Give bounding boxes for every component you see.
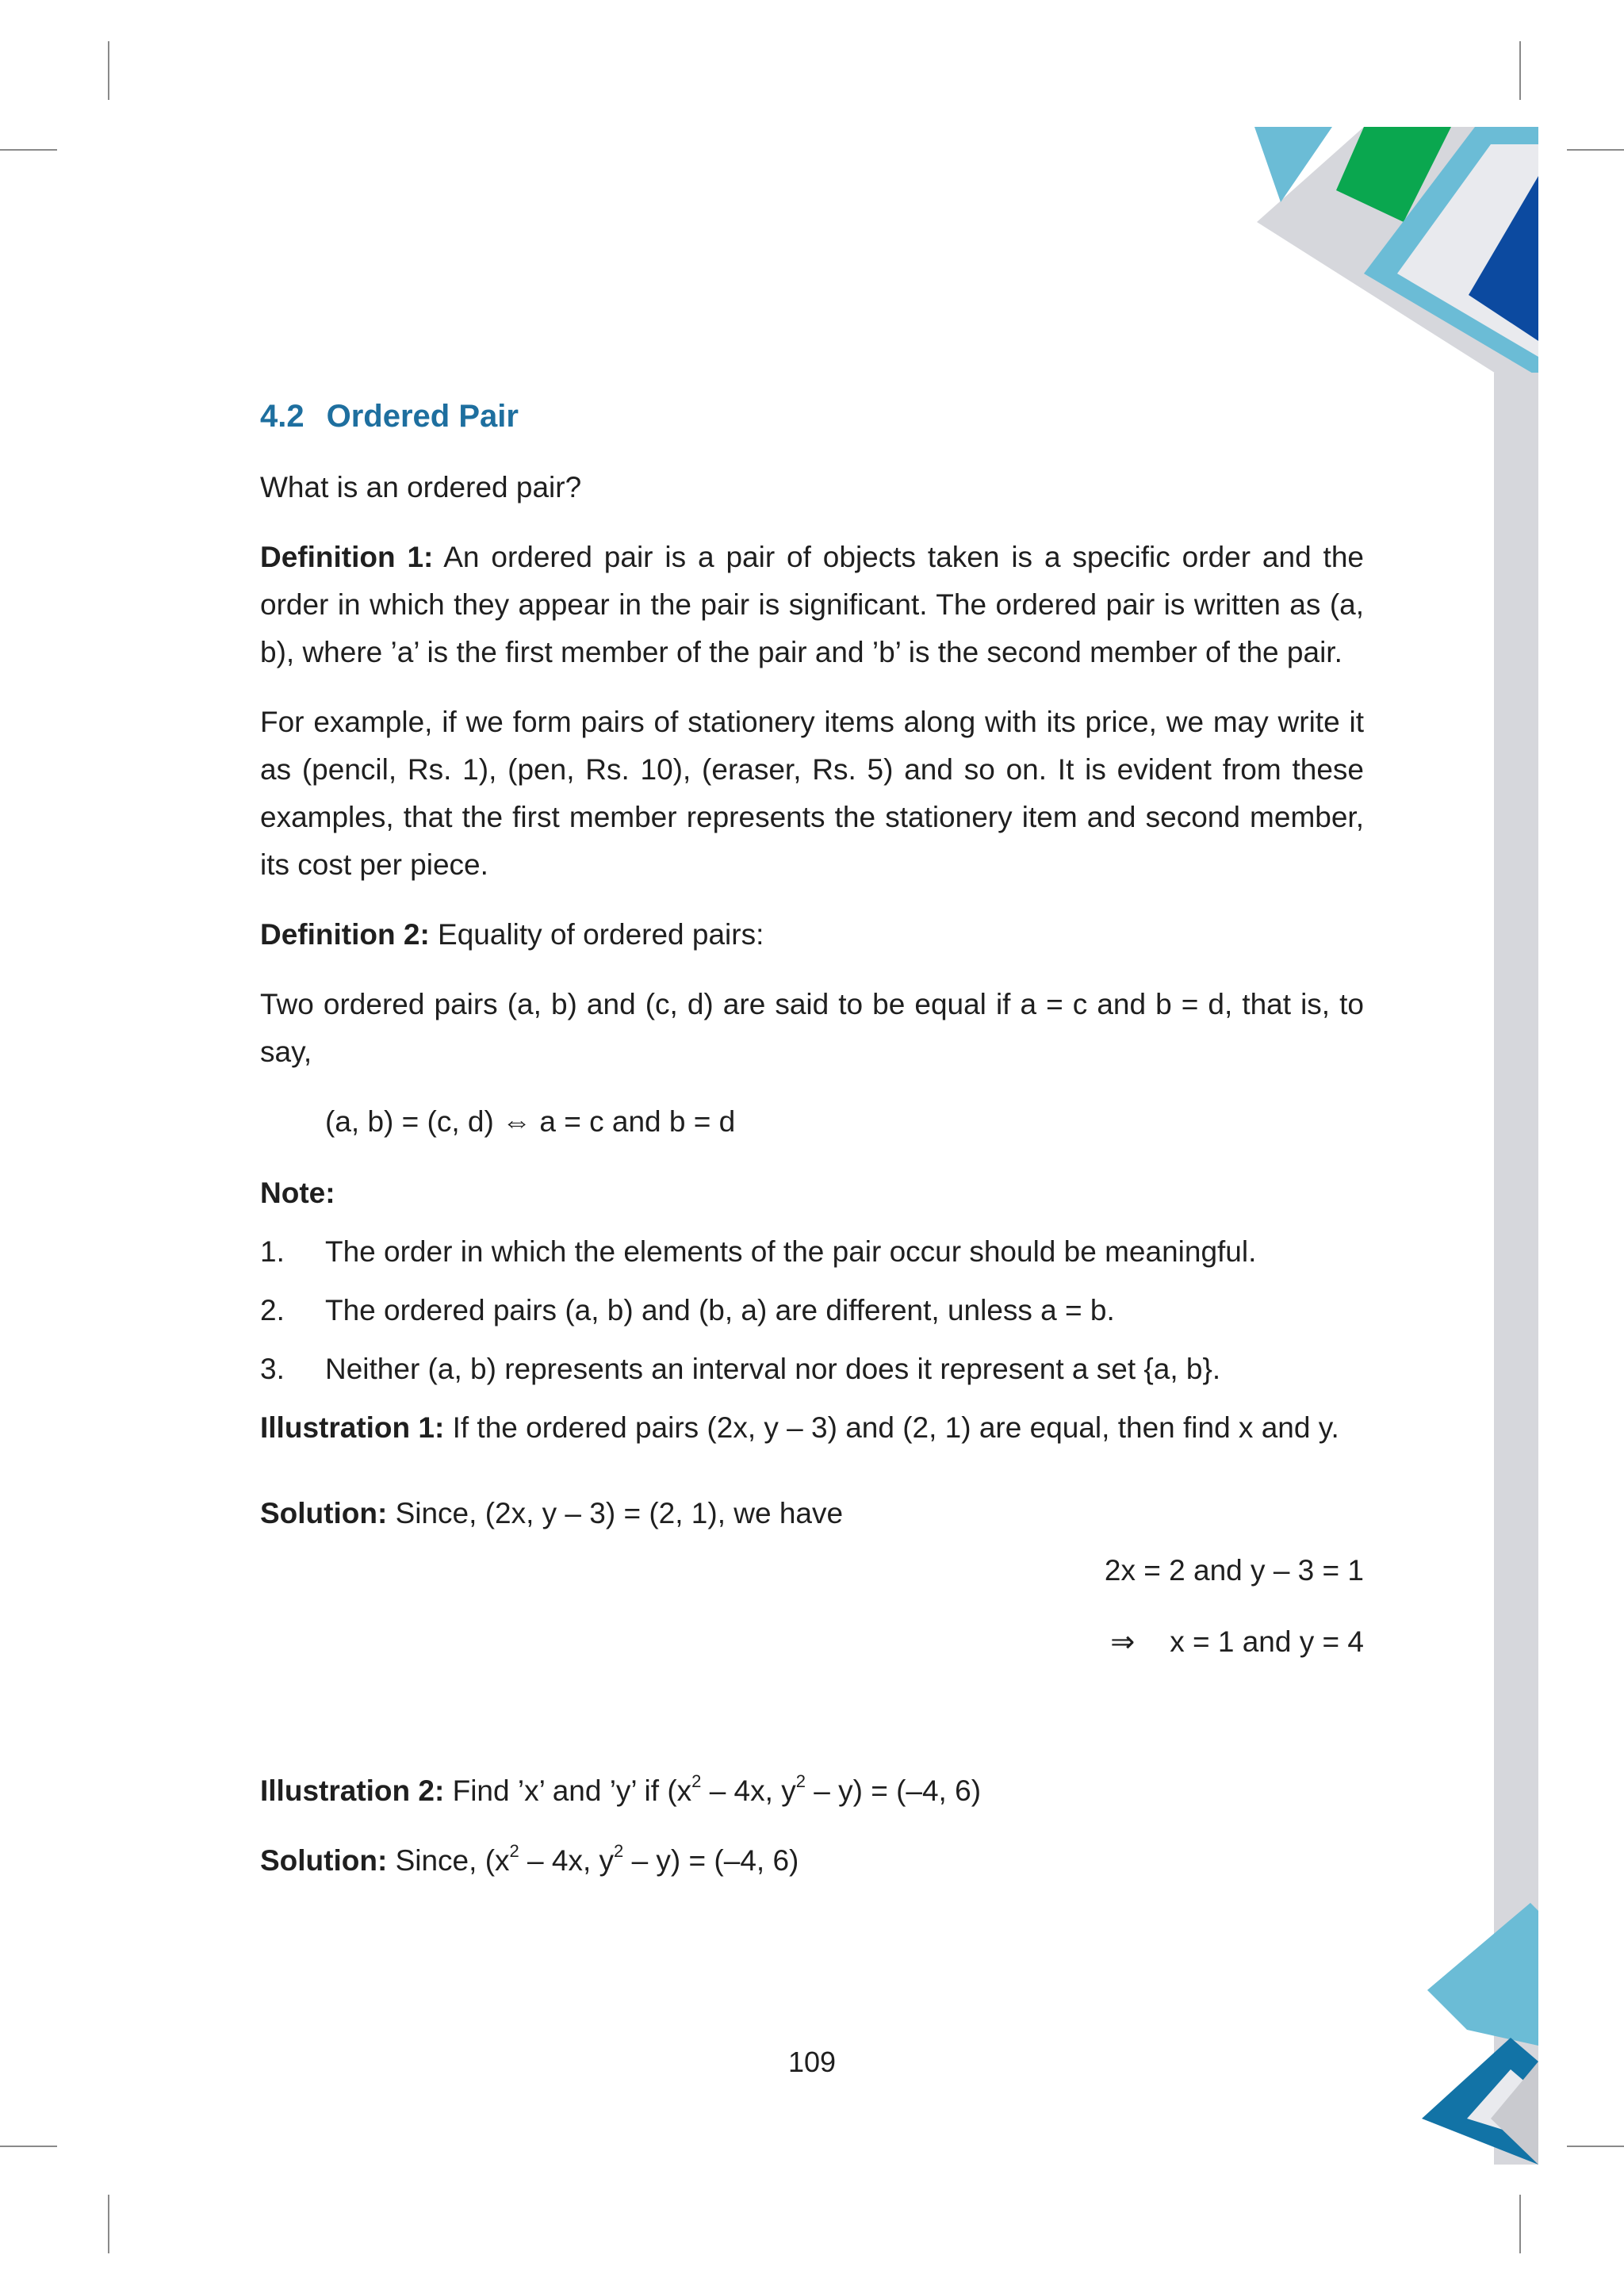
definition-2-label: Definition 2: [260,918,430,951]
solution-2-text-mid: – 4x, y [519,1844,615,1877]
solution-2-text-post: – y) = (–4, 6) [623,1844,799,1877]
illustration-2-text-mid: – 4x, y [701,1774,796,1807]
illustration-1 [260,1404,1364,1452]
note-list [260,1228,1364,1393]
section-title: Ordered Pair [326,399,519,434]
solution-step-2 [260,1618,1364,1666]
note-item [260,1287,1364,1334]
definition-2-text: Equality of ordered pairs: [438,918,764,951]
illustration-2-solution [260,1837,1364,1885]
illustration-1-label: Illustration 1: [260,1411,445,1444]
illustration-2-text-pre: Find ’x’ and ’y’ if (x [452,1774,692,1807]
note-item-index: 3. [260,1353,285,1385]
definition-1 [260,534,1364,676]
illustration-2-label: Illustration 2: [260,1774,445,1807]
illustration-2-text-post: – y) = (–4, 6) [805,1774,982,1807]
light-blue-diamond-left [1427,1903,1538,2046]
note-item-index: 2. [260,1294,285,1326]
note-item-text: The order in which the elements of the pair occur should be meaningful. [325,1235,1257,1268]
section-heading [260,392,1364,440]
solution-step-2-text: x = 1 and y = 4 [1170,1625,1364,1658]
definition-1-label: Definition 1: [260,541,434,573]
intro-question: What is an ordered pair? [260,471,582,503]
solution-2-text-pre: Since, (x [395,1844,510,1877]
illustration-1-solution [260,1490,1364,1537]
definition-2 [260,911,1364,959]
exponent: 2 [691,1770,702,1791]
solution-step-1: 2x = 2 and y – 3 = 1 [1104,1554,1364,1587]
illustration-2 [260,1767,1364,1815]
note-label: Note: [260,1177,335,1209]
note-item [260,1228,1364,1276]
exponent: 2 [614,1840,624,1861]
equality-text: Two ordered pairs (a, b) and (c, d) are said to be equal if a = c and b = d, that is, to say, [260,988,1364,1068]
note-item-index: 1. [260,1235,285,1268]
page-content [260,392,1364,1885]
illustration-1-text: If the ordered pairs (2x, y – 3) and (2, 1) are equal, then find x and y. [452,1411,1339,1444]
exponent: 2 [509,1840,519,1861]
note-item-text: The ordered pairs (a, b) and (b, a) are different, unless a = b. [325,1294,1115,1326]
implies-arrow: ⇒ [1110,1625,1136,1658]
equality-formula: (a, b) = (c, d) ⇔ a = c and b = d [325,1105,736,1138]
definition-1-text: An ordered pair is a pair of objects taken is a specific order and the order in which they appear in the pair is significant. The ordered pair is written as (a, b), where ’a’ is the first member of the pair and ’b’ is the second member of the pair. [260,541,1364,668]
solution-label: Solution: [260,1497,388,1529]
note-item-text: Neither (a, b) represents an interval nor does it represent a set {a, b}. [325,1353,1221,1385]
example-paragraph: For example, if we form pairs of stationery items along with its price, we may write it as (pencil, Rs. 1), (pen, Rs. 10), (eraser, Rs. 5) and so on. It is evident from these examples, that the first member represents the stationery item and second member, its cost per piece. [260,706,1364,881]
section-number: 4.2 [260,399,304,434]
right-gray-band [1494,373,1538,2165]
exponent: 2 [795,1770,806,1791]
solution-text: Since, (2x, y – 3) = (2, 1), we have [395,1497,844,1529]
note-item [260,1346,1364,1393]
page-number: 109 [787,2046,837,2078]
solution-label: Solution: [260,1844,388,1877]
